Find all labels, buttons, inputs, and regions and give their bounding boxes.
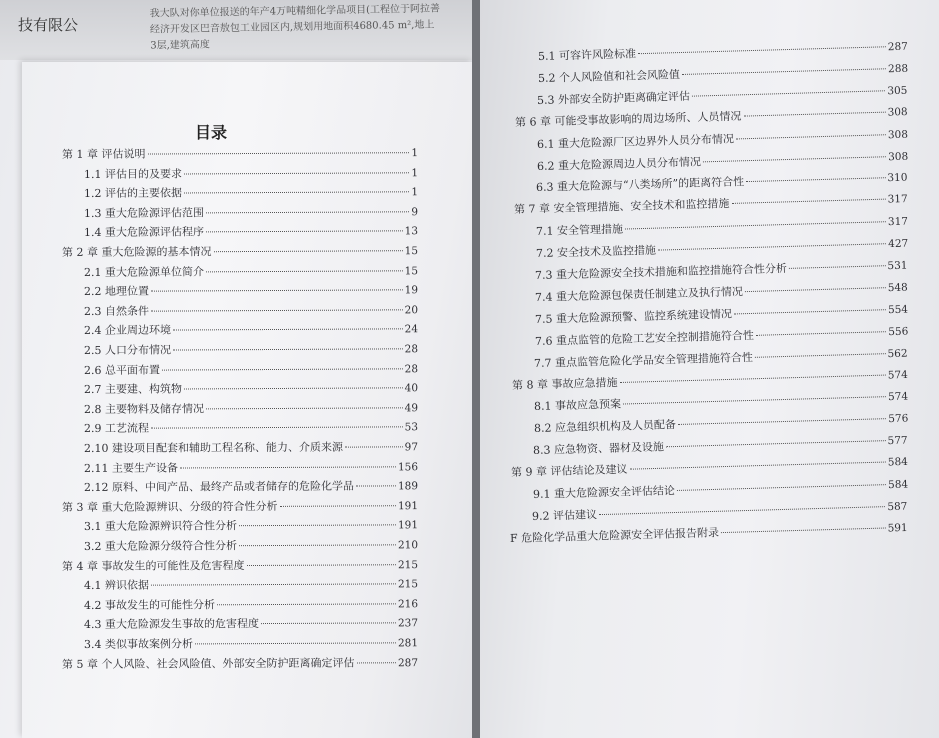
toc-entry-label: 2.12 原料、中间产品、最终产品或者储存的危险化学品: [83, 479, 355, 495]
toc-entry-page: 591: [887, 521, 909, 535]
toc-entry-label: 2.9 工艺流程: [83, 422, 150, 436]
toc-entry-label: 5.3 外部安全防护距离确定评估: [537, 89, 691, 107]
toc-section-entry: [84, 575, 418, 593]
toc-entry-label: 8.1 事故应急预案: [533, 397, 621, 414]
toc-leader-dots: [721, 526, 886, 533]
toc-entry-page: 49: [404, 402, 419, 415]
toc-section-entry: [535, 300, 908, 326]
toc-entry-label: 8.3 应急物资、器材及设施: [533, 440, 665, 458]
toc-entry-page: 310: [887, 172, 909, 185]
toc-entry-page: 28: [404, 343, 419, 356]
toc-chapter-entry: [62, 144, 418, 162]
toc-leader-dots: [745, 286, 886, 292]
toc-entry-label: 9.1 重大危险源安全评估结论: [532, 484, 675, 501]
toc-chapter-entry: [62, 242, 418, 260]
toc-entry-label: 9.2 评估建议: [532, 508, 598, 523]
toc-section-entry: [84, 615, 418, 633]
toc-leader-dots: [744, 110, 886, 116]
toc-leader-dots: [162, 367, 403, 370]
toc-entry-page: 308: [887, 150, 909, 163]
toc-entry-page: 13: [404, 225, 419, 238]
toc-entry-page: 562: [887, 347, 909, 360]
toc-entry-label: 7.3 重大危险源安全技术措施和监控措施符合性分析: [535, 261, 788, 282]
toc-leader-dots: [239, 524, 396, 527]
toc-leader-dots: [206, 210, 409, 213]
toc-leader-dots: [213, 249, 402, 252]
toc-section-entry: [537, 125, 908, 151]
toc-leader-dots: [184, 171, 409, 174]
toc-entry-label: 5.1 可容许风险标准: [537, 47, 637, 63]
toc-leader-dots: [279, 504, 395, 507]
toc-entry-label: 7.5 重大危险源预警、监控系统建设情况: [534, 307, 732, 326]
toc-leader-dots: [206, 269, 403, 272]
toc-entry-page: 308: [887, 128, 909, 141]
toc-leader-dots: [732, 198, 886, 204]
toc-entry-page: 556: [887, 325, 909, 338]
toc-entry-label: 6.2 重大危险源周边人员分布情况: [536, 154, 701, 173]
toc-entry-page: 1: [411, 147, 419, 160]
toc-entry-page: 53: [404, 421, 419, 434]
toc-entry-page: 20: [404, 304, 419, 317]
toc-entry-label: 1.4 重大危险源评估程序: [83, 225, 205, 240]
toc-entry-page: 548: [887, 281, 909, 295]
toc-entry-label: 5.2 个人风险值和社会风险值: [537, 67, 680, 85]
right-page-photo: [480, 0, 939, 738]
photo-divider: [472, 0, 480, 738]
toc-section-entry: [534, 322, 908, 348]
toc-leader-dots: [151, 426, 403, 429]
toc-entry-label: 2.10 建设项目配套和辅助工程名称、能力、介质来源: [83, 440, 344, 455]
toc-leader-dots: [666, 439, 886, 447]
toc-section-entry: [84, 203, 418, 221]
toc-leader-dots: [345, 445, 403, 447]
background-blurb-line: 我大队对你单位报送的年产4万吨精细化学品项目(工程位于阿拉善: [149, 3, 441, 20]
toc-entry-page: 587: [887, 500, 909, 513]
toc-leader-dots: [217, 602, 396, 605]
toc-section-entry: [84, 262, 418, 280]
toc-entry-page: 317: [887, 215, 909, 229]
toc-section-entry: [84, 458, 418, 476]
toc-leader-dots: [173, 347, 403, 350]
background-blurb-line: 3层,建筑高度: [150, 39, 210, 52]
toc-leader-dots: [623, 396, 886, 405]
toc-leader-dots: [625, 220, 886, 229]
toc-section-entry: [84, 595, 418, 613]
toc-section-entry: [84, 360, 418, 378]
toc-entry-label: 1.1 评估目的及要求: [83, 167, 183, 181]
toc-entry-page: 40: [404, 382, 419, 395]
toc-section-entry: [84, 321, 418, 339]
toc-leader-dots: [151, 289, 403, 292]
toc-entry-label: 7.1 安全管理措施: [535, 222, 624, 239]
toc-leader-dots: [184, 387, 403, 390]
toc-leader-dots: [180, 465, 396, 468]
toc-section-entry: [84, 340, 418, 358]
toc-entry-page: 1: [411, 186, 419, 199]
toc-entry-page: 210: [397, 539, 419, 552]
toc-leader-dots: [195, 641, 396, 644]
toc-section-entry: [84, 164, 418, 182]
toc-entry-label: 3.4 类似事故案例分析: [83, 637, 194, 651]
toc-entry-label: 2.5 人口分布情况: [83, 343, 172, 357]
toc-section-entry: [84, 419, 418, 437]
toc-leader-dots: [246, 563, 395, 566]
toc-section-entry: [84, 634, 418, 652]
toc-leader-dots: [747, 177, 886, 183]
toc-section-entry: [84, 517, 418, 535]
toc-leader-dots: [638, 45, 886, 54]
toc-entry-page: 15: [404, 264, 419, 277]
toc-entry-label: 7.6 重点监管的危险工艺安全控制措施符合性: [534, 328, 754, 348]
background-blurb: [150, 1, 441, 54]
toc-leader-dots: [599, 505, 885, 515]
toc-leader-dots: [184, 190, 409, 193]
toc-entry-label: 第 4 章 事故发生的可能性及危害程度: [61, 558, 245, 573]
toc-entry-page: 215: [397, 578, 419, 591]
toc-entry-label: 7.7 重点监管危险化学品安全管理措施符合性: [534, 350, 754, 370]
toc-leader-dots: [356, 661, 395, 663]
toc-leader-dots: [173, 328, 403, 331]
toc-chapter-entry: [62, 497, 418, 515]
toc-section-entry: [538, 38, 908, 64]
toc-entry-page: 287: [397, 656, 419, 669]
toc-entry-page: 97: [404, 441, 419, 454]
toc-entry-label: 第 3 章 重大危险源辨识、分级的符合性分析: [61, 499, 278, 514]
toc-entry-page: 9: [411, 206, 419, 219]
toc-entry-page: 19: [404, 284, 419, 297]
toc-entry-page: 576: [887, 412, 909, 426]
toc-leader-dots: [755, 330, 885, 336]
toc-leader-dots: [736, 133, 886, 139]
background-corner-text: 技有限公: [18, 16, 79, 34]
toc-entry-label: 3.2 重大危险源分级符合性分析: [83, 539, 238, 553]
toc-section-entry: [84, 183, 418, 201]
toc-leader-dots: [789, 264, 886, 269]
toc-section-entry: [84, 438, 418, 456]
toc-entry-label: 4.3 重大危险源发生事故的危害程度: [83, 617, 260, 632]
toc-entry-page: 287: [887, 40, 909, 54]
toc-leader-dots: [658, 242, 886, 250]
toc-entry-label: 2.7 主要建、构筑物: [83, 382, 183, 397]
toc-entry-label: 1.2 评估的主要依据: [83, 186, 183, 201]
toc-section-entry: [84, 399, 418, 417]
toc-entry-page: 531: [887, 259, 909, 273]
toc-section-entry: [535, 278, 908, 304]
toc-entry-page: 191: [397, 499, 419, 513]
toc-entry-page: 281: [397, 637, 419, 650]
background-sheet: [0, 0, 472, 60]
toc-entry-page: 308: [887, 105, 909, 119]
toc-entry-label: 2.8 主要物料及储存情况: [83, 402, 205, 416]
toc-section-entry: [84, 301, 418, 319]
toc-entry-page: 24: [404, 323, 419, 336]
toc-entry-label: 3.1 重大危险源辨识符合性分析: [83, 519, 238, 534]
toc-entry-page: 15: [404, 245, 419, 258]
toc-entry-page: 191: [397, 519, 419, 532]
toc-entry-label: 2.4 企业周边环境: [83, 323, 172, 338]
toc-entry-page: 28: [404, 362, 419, 375]
toc-leader-dots: [682, 67, 886, 75]
toc-section-entry: [84, 379, 418, 397]
toc-entry-label: 2.6 总平面布置: [83, 363, 161, 377]
toc-entry-label: 第 8 章 事故应急措施: [511, 375, 618, 392]
toc-leader-dots: [147, 151, 409, 154]
toc-entry-page: 584: [887, 456, 909, 469]
toc-entry-label: 1.3 重大危险源评估范围: [83, 206, 205, 220]
toc-entry-label: 2.3 自然条件: [83, 304, 150, 318]
toc-leader-dots: [629, 461, 885, 470]
toc-entry-page: 189: [397, 480, 419, 493]
toc-section-entry: [84, 223, 418, 241]
toc-entry-page: 577: [887, 434, 909, 448]
toc-entry-label: 第 9 章 评估结论及建议: [510, 462, 628, 480]
toc-entry-label: 2.11 主要生产设备: [83, 461, 179, 475]
toc-entry-page: 237: [397, 617, 419, 630]
toc-leader-dots: [206, 406, 403, 409]
toc-entry-page: 427: [887, 237, 909, 251]
toc-title: 目录: [195, 123, 228, 142]
toc-leader-dots: [692, 89, 885, 96]
toc-entry-label: 4.1 辨识依据: [83, 578, 150, 593]
toc-entry-page: 215: [397, 558, 419, 571]
toc-leader-dots: [206, 230, 403, 233]
toc-section-entry: [538, 60, 909, 86]
toc-entry-label: 7.4 重大危险源包保责任制建立及执行情况: [534, 285, 744, 304]
toc-entry-page: 216: [397, 598, 419, 611]
toc-entry-label: 2.1 重大危险源单位简介: [83, 264, 205, 279]
toc-entry-page: 156: [397, 460, 419, 473]
toc-entry-label: 7.2 安全技术及监控措施: [535, 243, 656, 261]
toc-entry-label: 4.2 事故发生的可能性分析: [83, 598, 216, 612]
toc-entry-page: 584: [887, 478, 909, 492]
toc-leader-dots: [755, 352, 886, 358]
toc-entry-page: 574: [887, 368, 909, 382]
background-blurb-line: 经济开发区巴音敖包工业园区内,规划用地面积4680.45 m²,地上: [149, 19, 435, 36]
toc-entry-label: 第 7 章 安全管理措施、安全技术和监控措施: [513, 197, 730, 217]
toc-entry-label: 第 5 章 个人风险、社会风险值、外部安全防护距离确定评估: [61, 656, 355, 671]
toc-leader-dots: [151, 583, 396, 586]
toc-section-entry: [535, 257, 908, 283]
toc-entry-label: 第 1 章 评估说明: [61, 147, 146, 161]
toc-chapter-entry: [62, 556, 418, 574]
toc-entry-label: 第 6 章 可能受事故影响的周边场所、人员情况: [515, 109, 742, 129]
toc-entry-label: 6.1 重大危险源厂区边界外人员分布情况: [536, 132, 735, 151]
toc-section-entry: [84, 477, 418, 495]
toc-entry-page: 554: [887, 303, 909, 316]
toc-leader-dots: [261, 622, 396, 625]
toc-entry-page: 574: [887, 390, 909, 404]
toc-entry-label: F 危险化学品重大危险源安全评估报告附录: [510, 525, 720, 545]
toc-entry-page: 288: [887, 62, 909, 76]
toc-leader-dots: [619, 373, 885, 382]
toc-leader-dots: [356, 485, 396, 487]
toc-leader-dots: [677, 483, 886, 491]
toc-leader-dots: [734, 308, 886, 314]
toc-leader-dots: [151, 308, 403, 311]
toc-entry-page: 305: [887, 84, 909, 98]
toc-leader-dots: [703, 155, 886, 162]
toc-section-entry: [533, 476, 909, 502]
toc-chapter-entry: [511, 453, 908, 480]
toc-entry-label: 2.2 地理位置: [83, 284, 150, 299]
toc-chapter-entry: [62, 654, 418, 672]
toc-entry-label: 第 2 章 重大危险源的基本情况: [61, 245, 212, 259]
toc-entry-label: 6.3 重大危险源与“八类场所”的距离符合性: [536, 175, 745, 195]
toc-entry-page: 317: [887, 193, 909, 206]
toc-entry-page: 1: [411, 166, 419, 179]
toc-section-entry: [84, 536, 418, 554]
toc-leader-dots: [677, 417, 885, 425]
toc-entry-label: 8.2 应急组织机构及人员配备: [533, 418, 676, 436]
toc-section-entry: [84, 281, 418, 299]
toc-leader-dots: [239, 543, 396, 546]
